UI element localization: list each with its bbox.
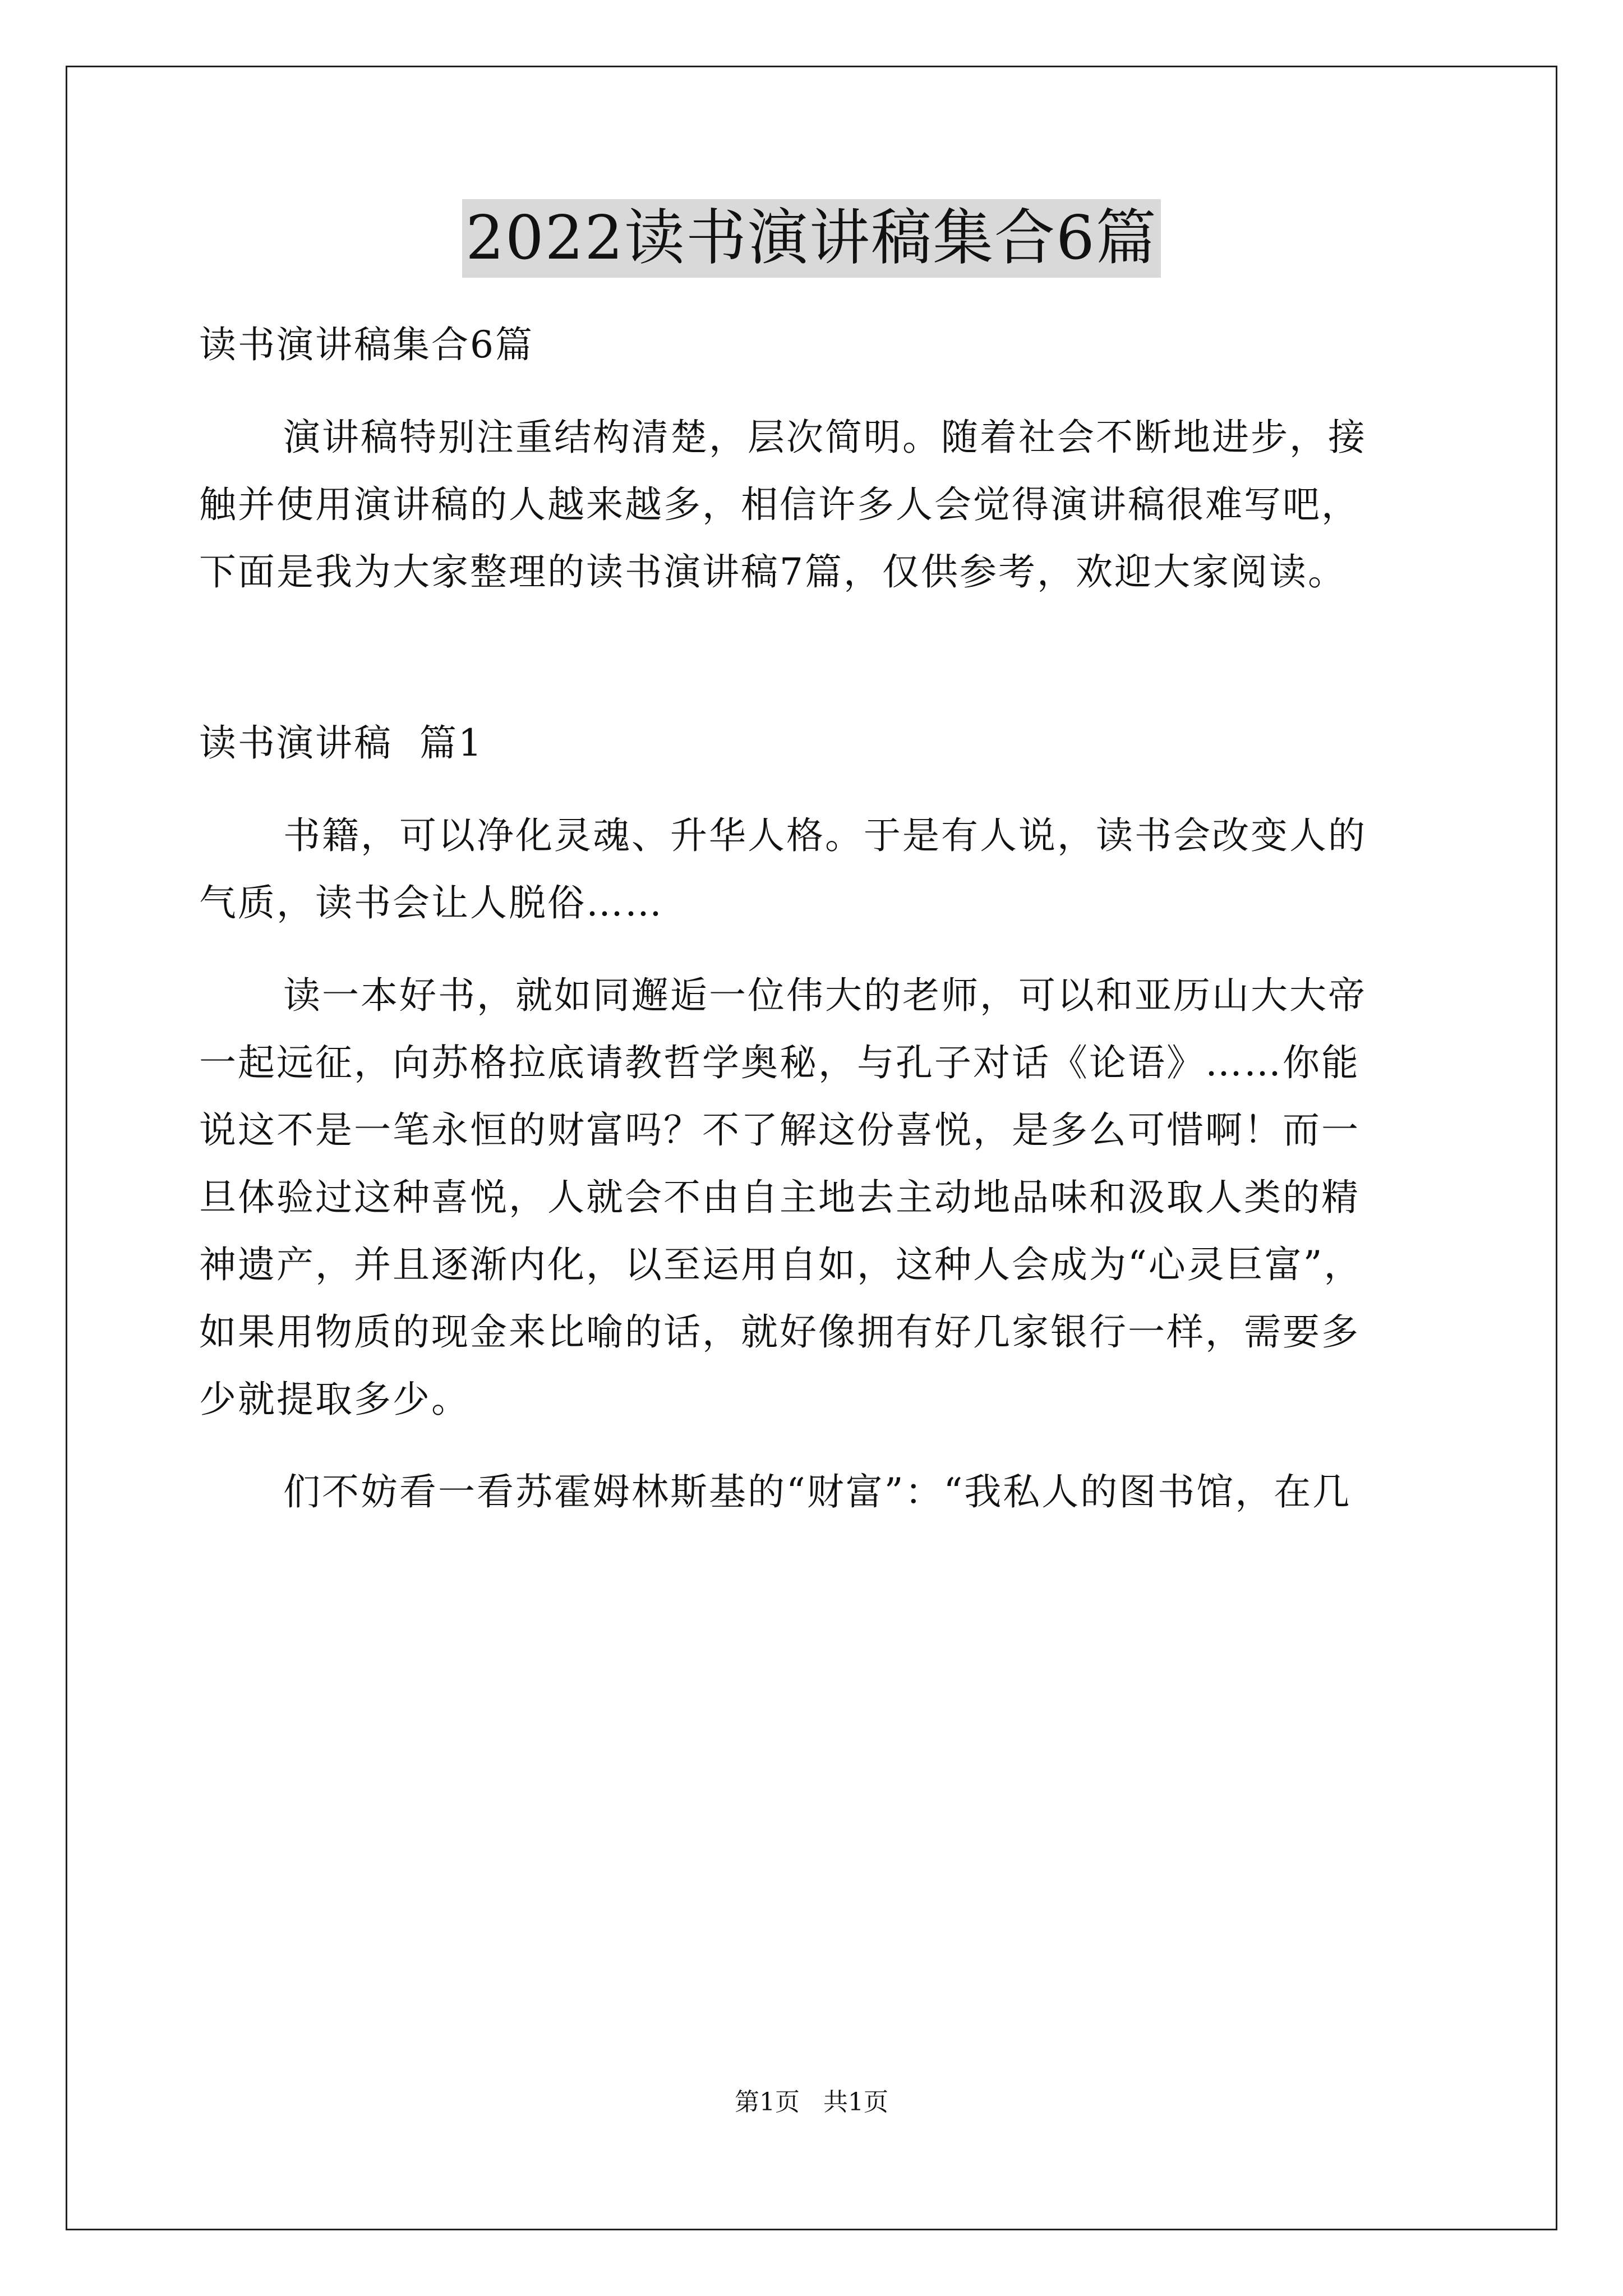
spacer [199,606,1433,710]
spacer [199,937,1433,962]
title-container [0,199,1623,278]
paragraph-line: 演讲稿特别注重结构清楚，层次简明。随着社会不断地进步，接 [283,416,1367,459]
paragraph-3 [199,1458,1433,1526]
paragraph-line: 气质，读书会让人脱俗…… [199,881,663,924]
page-footer: 第1页 共1页 [735,2088,888,2116]
paragraph-line: 们不妨看一看苏霍姆林斯基的“财富”：“我私人的图书馆，在几 [283,1470,1352,1513]
paragraph-line: 触并使用演讲稿的人越来越多，相信许多人会觉得演讲稿很难写吧， [199,483,1360,526]
paragraph-line: 旦体验过这种喜悦，人就会不由自主地去主动地品味和汲取人类的精 [199,1176,1360,1219]
document-title: 2022读书演讲稿集合6篇 [462,199,1161,278]
paragraph-line: 一起远征，向苏格拉底请教哲学奥秘，与孔子对话《论语》……你能 [199,1041,1360,1084]
paragraph-line: 少就提取多少。 [199,1378,470,1421]
paragraph-2 [199,962,1433,1433]
paragraph-line: 如果用物质的现金来比喻的话，就好像拥有好几家银行一样，需要多 [199,1310,1360,1354]
paragraph-1 [199,802,1433,937]
paragraph-line: 说这不是一笔永恒的财富吗？不了解这份喜悦，是多么可惜啊！而一 [199,1108,1360,1152]
paragraph-line: 书籍，可以净化灵魂、升华人格。于是有人说，读书会改变人的 [283,814,1367,857]
paragraph-line: 读一本好书，就如同邂逅一位伟大的老师，可以和亚历山大大帝 [283,974,1367,1017]
spacer [199,777,1433,802]
paragraph-line: 下面是我为大家整理的读书演讲稿7篇，仅供参考，欢迎大家阅读。 [199,550,1347,593]
intro-paragraph [199,404,1433,606]
document-subtitle: 读书演讲稿集合6篇 [199,323,534,366]
spacer [199,1433,1433,1458]
section-heading: 读书演讲稿 篇1 [199,721,483,765]
paragraph-line: 神遗产，并且逐渐内化，以至运用自如，这种人会成为“心灵巨富”， [199,1243,1363,1286]
document-body [199,311,1433,1526]
spacer [199,379,1433,404]
